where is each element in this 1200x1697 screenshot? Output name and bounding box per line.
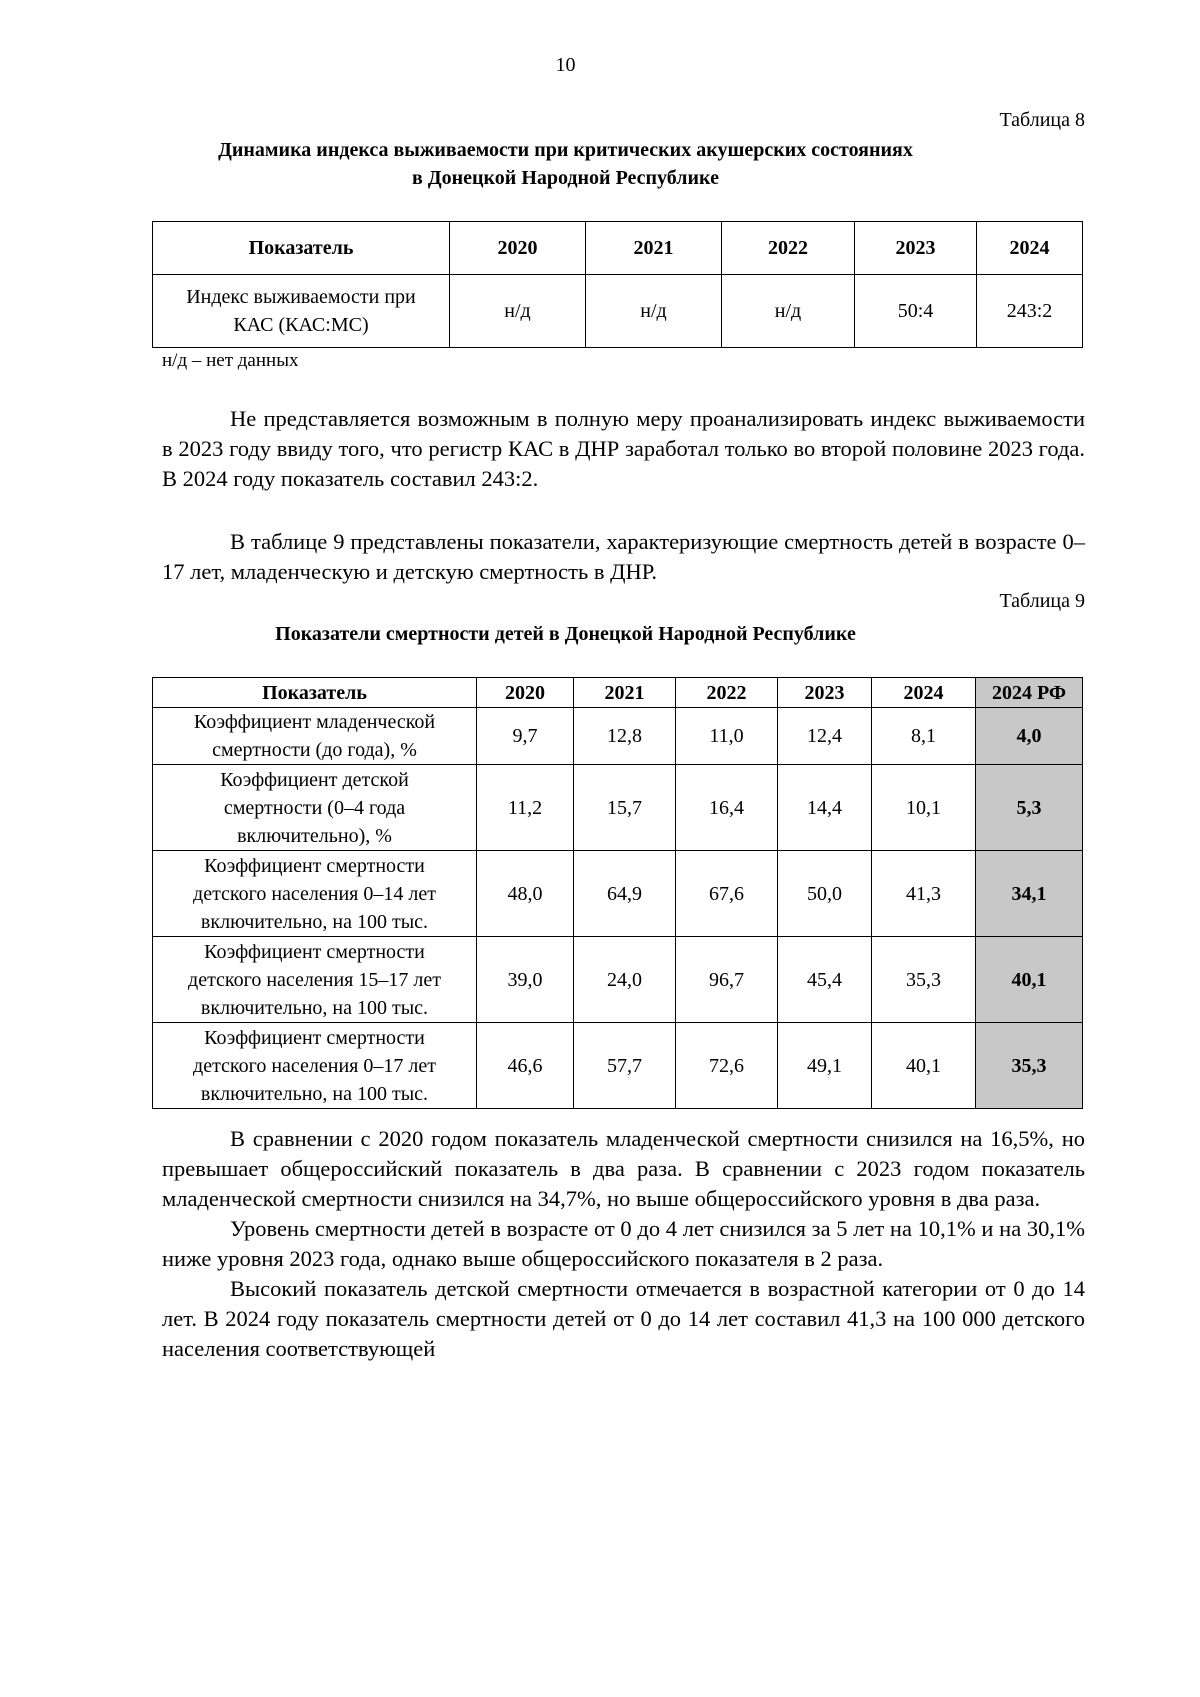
value-cell: 45,4 bbox=[778, 937, 872, 1023]
row-label bbox=[153, 1023, 477, 1109]
table-row bbox=[153, 851, 1083, 937]
table8-note: н/д – нет данных bbox=[162, 350, 299, 371]
label-line: смертности (до года), % bbox=[212, 739, 417, 761]
rf-value-cell: 4,0 bbox=[976, 708, 1083, 765]
paragraph-1 bbox=[162, 404, 1085, 494]
label-line: Коэффициент смертности bbox=[204, 1026, 425, 1049]
table9-header-cell: 2020 bbox=[477, 678, 574, 708]
paragraph-2 bbox=[162, 527, 1085, 587]
table9-header-cell: 2021 bbox=[574, 678, 676, 708]
table8-header-row bbox=[153, 222, 1083, 275]
row-label bbox=[153, 937, 477, 1023]
row-label bbox=[153, 851, 477, 937]
table8-header-cell: 2023 bbox=[855, 222, 977, 275]
label-line: детского населения 0–14 лет bbox=[193, 882, 436, 905]
rf-value-cell: 35,3 bbox=[976, 1023, 1083, 1109]
table8-value-cell: 50:4 bbox=[855, 275, 977, 348]
label-line: включительно), % bbox=[237, 824, 392, 847]
value-cell: 24,0 bbox=[574, 937, 676, 1023]
label-line: включительно, на 100 тыс. bbox=[200, 910, 429, 933]
table-row bbox=[153, 708, 1083, 765]
value-cell: 35,3 bbox=[872, 937, 976, 1023]
table8-label: Таблица 8 bbox=[999, 109, 1085, 131]
row-label bbox=[153, 708, 477, 765]
rf-value-cell: 34,1 bbox=[976, 851, 1083, 937]
value-cell: 46,6 bbox=[477, 1023, 574, 1109]
label-line: Индекс выживаемости при bbox=[186, 286, 416, 308]
value-cell: 12,4 bbox=[778, 708, 872, 765]
label-line: Коэффициент младенческой bbox=[193, 711, 436, 733]
table8-header-cell: 2020 bbox=[450, 222, 586, 275]
value-cell: 11,0 bbox=[676, 708, 778, 765]
table8-title-line1: Динамика индекса выживаемости при критических акушерских состояниях bbox=[218, 139, 913, 161]
table9 bbox=[152, 677, 1083, 1109]
label-line: Коэффициент смертности bbox=[204, 940, 425, 963]
label-line: включительно, на 100 тыс. bbox=[200, 996, 429, 1019]
table-row bbox=[153, 1023, 1083, 1109]
label-line: смертности (0–4 года bbox=[223, 796, 406, 819]
table8-header-cell: Показатель bbox=[153, 222, 450, 275]
table8-row-label bbox=[153, 275, 450, 348]
value-cell: 40,1 bbox=[872, 1023, 976, 1109]
rf-value-cell: 5,3 bbox=[976, 765, 1083, 851]
table8-header-cell: 2022 bbox=[722, 222, 855, 275]
label-line: КАС (КАС:МС) bbox=[233, 314, 369, 336]
table8-value-cell: н/д bbox=[722, 275, 855, 348]
table8 bbox=[152, 221, 1083, 348]
table9-header-rf: 2024 РФ bbox=[976, 678, 1083, 708]
value-cell: 16,4 bbox=[676, 765, 778, 851]
table9-label: Таблица 9 bbox=[999, 590, 1085, 612]
value-cell: 49,1 bbox=[778, 1023, 872, 1109]
paragraph-2-text: В таблице 9 представлены показатели, характеризующие смертность детей в возрасте 0–17 лет, младенческую и детскую смертность в ДНР. bbox=[162, 529, 1085, 584]
table8-value-cell: н/д bbox=[586, 275, 722, 348]
table9-header-cell: 2024 bbox=[872, 678, 976, 708]
value-cell: 67,6 bbox=[676, 851, 778, 937]
page-number: 10 bbox=[555, 54, 576, 76]
table9-header-cell: 2023 bbox=[778, 678, 872, 708]
label-line: Коэффициент детской bbox=[220, 768, 409, 791]
value-cell: 41,3 bbox=[872, 851, 976, 937]
table9-header-cell: 2022 bbox=[676, 678, 778, 708]
row-label bbox=[153, 765, 477, 851]
value-cell: 48,0 bbox=[477, 851, 574, 937]
value-cell: 14,4 bbox=[778, 765, 872, 851]
label-line: детского населения 0–17 лет bbox=[193, 1054, 436, 1077]
value-cell: 10,1 bbox=[872, 765, 976, 851]
label-line: Коэффициент смертности bbox=[204, 854, 425, 877]
value-cell: 11,2 bbox=[477, 765, 574, 851]
table8-value-cell: 243:2 bbox=[977, 275, 1083, 348]
value-cell: 72,6 bbox=[676, 1023, 778, 1109]
table8-title-line2: в Донецкой Народной Республике bbox=[412, 167, 719, 189]
paragraph-5: Высокий показатель детской смертности отмечается в возрастной категории от 0 до 14 лет. В 2024 году показатель смертности детей от 0 до 14 лет составил 41,3 на 100 000 детского населения соответствующей bbox=[162, 1276, 1085, 1361]
paragraph-1-text: Не представляется возможным в полную меру проанализировать индекс выживаемости в 2023 году ввиду того, что регистр КАС в ДНР заработал только во второй половине 2023 года. В 2024 году показатель составил 243:2. bbox=[162, 406, 1085, 491]
value-cell: 57,7 bbox=[574, 1023, 676, 1109]
value-cell: 50,0 bbox=[778, 851, 872, 937]
table-row bbox=[153, 937, 1083, 1023]
table-row bbox=[153, 765, 1083, 851]
label-line: включительно, на 100 тыс. bbox=[200, 1082, 429, 1105]
table8-row bbox=[153, 275, 1083, 348]
table8-title bbox=[0, 136, 1131, 192]
value-cell: 96,7 bbox=[676, 937, 778, 1023]
value-cell: 64,9 bbox=[574, 851, 676, 937]
label-line: детского населения 15–17 лет bbox=[188, 968, 441, 991]
paragraph-4: Уровень смертности детей в возрасте от 0 до 4 лет снизился за 5 лет на 10,1% и на 30,1% ниже уровня 2023 года, однако выше общероссийского показателя в 2 раза. bbox=[162, 1216, 1085, 1271]
value-cell: 9,7 bbox=[477, 708, 574, 765]
table9-title: Показатели смертности детей в Донецкой Народной Республике bbox=[275, 623, 856, 645]
table9-header-cell: Показатель bbox=[153, 678, 477, 708]
paragraph-3: В сравнении с 2020 годом показатель младенческой смертности снизился на 16,5%, но превышает общероссийский показатель в два раза. В сравнении с 2023 годом показатель младенческой смертности снизился на 34,7%, но выше общероссийского уровня в два раза. bbox=[162, 1126, 1085, 1211]
table8-header-cell: 2024 bbox=[977, 222, 1083, 275]
value-cell: 12,8 bbox=[574, 708, 676, 765]
table8-header-cell: 2021 bbox=[586, 222, 722, 275]
body-text bbox=[162, 1124, 1085, 1364]
table9-header-row bbox=[153, 678, 1083, 708]
table8-value-cell: н/д bbox=[450, 275, 586, 348]
value-cell: 39,0 bbox=[477, 937, 574, 1023]
value-cell: 15,7 bbox=[574, 765, 676, 851]
value-cell: 8,1 bbox=[872, 708, 976, 765]
rf-value-cell: 40,1 bbox=[976, 937, 1083, 1023]
